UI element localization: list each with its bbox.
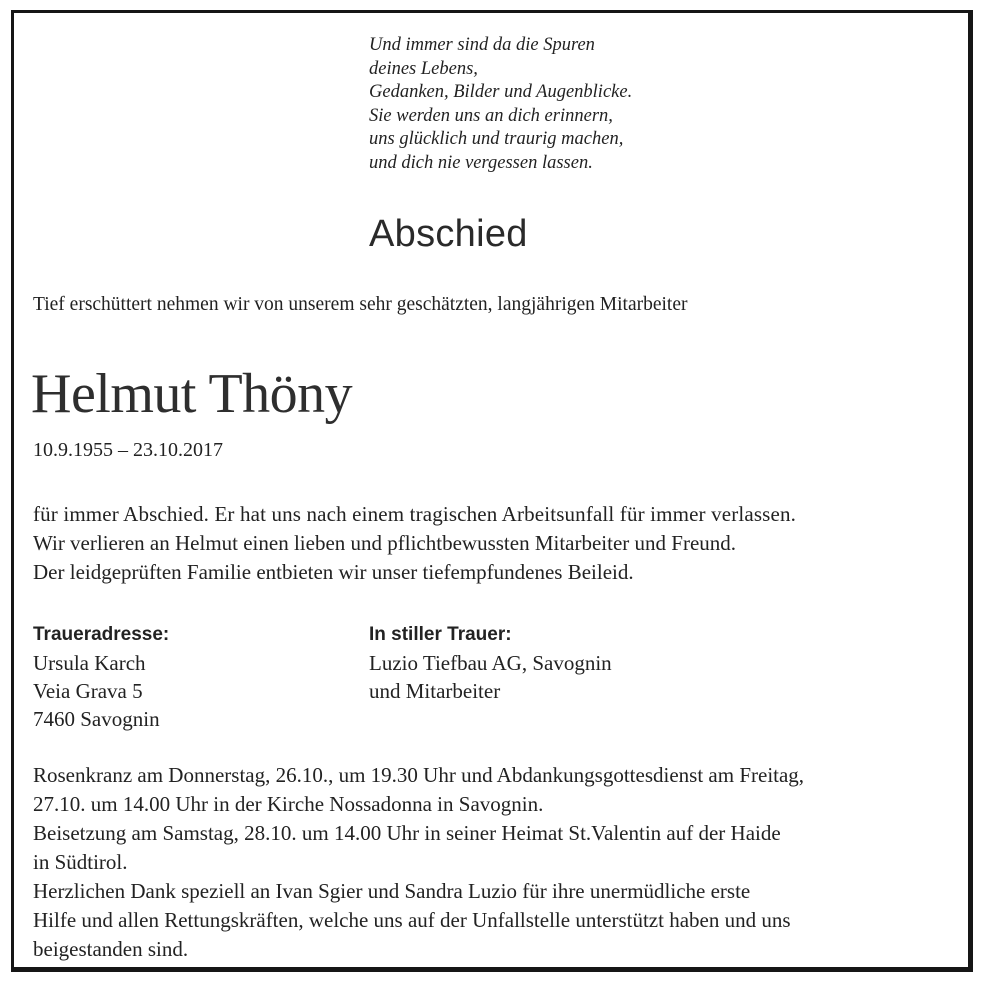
- poem-line: deines Lebens,: [369, 58, 478, 79]
- mourners-label: In stiller Trauer:: [369, 624, 512, 645]
- poem-line: uns glücklich und traurig machen,: [369, 129, 624, 150]
- mourners: [369, 620, 769, 705]
- deceased-name: Helmut Thöny: [31, 363, 353, 425]
- address-line: 7460 Savognin: [33, 707, 160, 731]
- details-line: beigestanden sind.: [33, 937, 189, 961]
- message-line: Wir verlieren an Helmut einen lieben und pflichtbewussten Mitarbeiter und Freund.: [33, 531, 737, 555]
- poem-line: Sie werden uns an dich erinnern,: [369, 105, 613, 126]
- mourners-line: und Mitarbeiter: [369, 679, 501, 703]
- message-line: für immer Abschied. Er hat uns nach einem tragischen Arbeitsunfall für immer verlassen.: [33, 502, 796, 526]
- mourners-line: Luzio Tiefbau AG, Savognin: [369, 651, 612, 675]
- poem-line: Und immer sind da die Spuren: [369, 35, 595, 55]
- service-details: [33, 761, 953, 964]
- address-line: Ursula Karch: [33, 651, 146, 675]
- details-line: Beisetzung am Samstag, 28.10. um 14.00 Uhr in seiner Heimat St.Valentin auf der Haide: [33, 821, 781, 845]
- message-line: Der leidgeprüften Familie entbieten wir unser tiefempfundenes Beileid.: [33, 560, 634, 584]
- poem: [369, 34, 799, 176]
- obituary-heading: Abschied: [369, 213, 528, 255]
- life-dates: 10.9.1955 – 23.10.2017: [33, 439, 223, 461]
- details-line: Rosenkranz am Donnerstag, 26.10., um 19.30 Uhr und Abdankungsgottesdienst am Freitag,: [33, 763, 805, 787]
- poem-line: und dich nie vergessen lassen.: [369, 152, 593, 173]
- intro-text: Tief erschüttert nehmen wir von unserem sehr geschätzten, langjährigen Mitarbeiter: [33, 294, 688, 315]
- details-line: Herzlichen Dank speziell an Ivan Sgier und Sandra Luzio für ihre unermüdliche erste: [33, 879, 751, 903]
- mourning-address-label: Traueradresse:: [33, 624, 170, 645]
- details-line: Hilfe und allen Rettungskräften, welche uns auf der Unfallstelle unterstützt haben und uns: [33, 908, 791, 932]
- farewell-message: [33, 500, 945, 587]
- address-line: Veia Grava 5: [33, 679, 143, 703]
- poem-line: Gedanken, Bilder und Augenblicke.: [369, 82, 633, 103]
- details-line: 27.10. um 14.00 Uhr in der Kirche Nossadonna in Savognin.: [33, 792, 544, 816]
- details-line: in Südtirol.: [33, 850, 128, 874]
- mourning-address: [33, 620, 333, 733]
